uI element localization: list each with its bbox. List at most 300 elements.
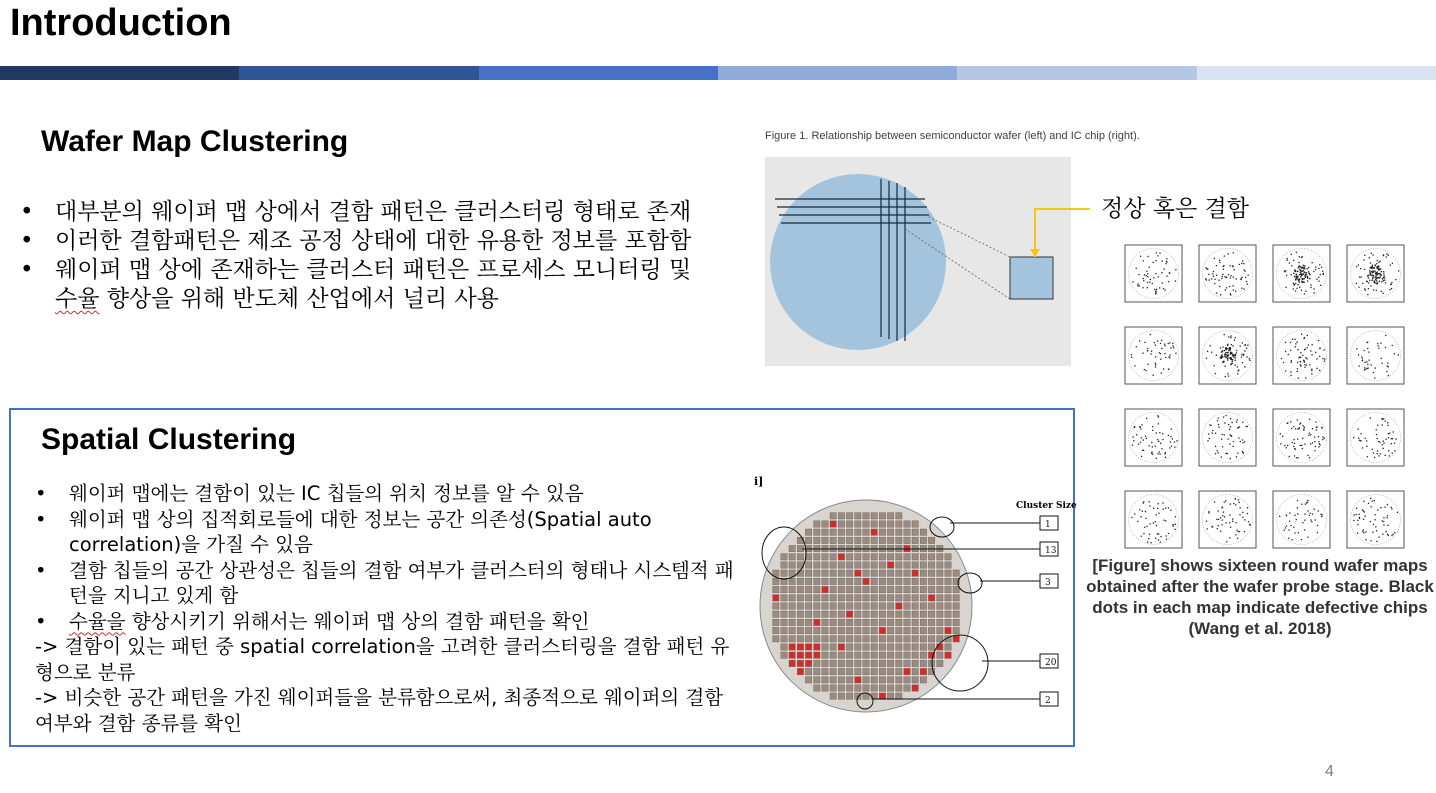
chip [937, 595, 943, 601]
chip [863, 603, 869, 609]
chip [896, 685, 902, 691]
chip [879, 611, 885, 617]
chip [953, 570, 959, 576]
chip [855, 685, 861, 691]
chip [855, 521, 861, 527]
defective-chip [814, 652, 820, 658]
defective-chip [953, 636, 959, 642]
chip [928, 627, 934, 633]
chip [945, 562, 951, 568]
chip [814, 554, 820, 560]
chip [863, 636, 869, 642]
defect-label: 정상 혹은 결함 [1101, 196, 1249, 222]
chip [814, 677, 820, 683]
chip [904, 554, 910, 560]
chip [855, 513, 861, 519]
chip [846, 668, 852, 674]
chip [887, 644, 893, 650]
chip [846, 570, 852, 576]
chip [920, 586, 926, 592]
chip [904, 685, 910, 691]
chip [855, 554, 861, 560]
chip [781, 619, 787, 625]
chip [797, 554, 803, 560]
chip [805, 611, 811, 617]
chip [789, 586, 795, 592]
defective-chip [945, 627, 951, 633]
bar-segment-2 [239, 66, 478, 80]
chip [928, 554, 934, 560]
chip [846, 693, 852, 699]
chip [838, 513, 844, 519]
chip [896, 595, 902, 601]
chip [830, 693, 836, 699]
wafer-map-thumbnail [1347, 409, 1404, 466]
defective-chip [871, 529, 877, 535]
chip [822, 521, 828, 527]
chip [928, 611, 934, 617]
figure1-caption: Figure 1. Relationship between semiconductor wafer (left) and IC chip (right). [765, 130, 1140, 142]
wafer-map-thumbnail [1125, 491, 1182, 548]
chip [789, 545, 795, 551]
chip [805, 636, 811, 642]
chip [781, 562, 787, 568]
wafer-map-thumbnail [1347, 327, 1404, 384]
chip [830, 603, 836, 609]
chip [920, 562, 926, 568]
chip [863, 619, 869, 625]
chip [937, 611, 943, 617]
chip [920, 660, 926, 666]
chip [920, 537, 926, 543]
chip [887, 611, 893, 617]
chip [830, 660, 836, 666]
chip [912, 636, 918, 642]
chip [814, 595, 820, 601]
bar-segment-1 [0, 66, 239, 80]
chip [846, 652, 852, 658]
chip [912, 562, 918, 568]
chip [904, 586, 910, 592]
chip [797, 595, 803, 601]
chip [937, 554, 943, 560]
chip [896, 677, 902, 683]
spatial-bullet: • 웨이퍼 맵 상의 집적회로들에 대한 정보는 공간 의존성(Spatial auto correlation)을 가질 수 있음 [35, 507, 740, 558]
wafer-map-clustering-heading: Wafer Map Clustering [41, 125, 349, 158]
chip [912, 644, 918, 650]
chip [814, 529, 820, 535]
wafer-map-thumbnail [1347, 491, 1404, 548]
chip [879, 685, 885, 691]
wafer-map-thumbnail [1273, 327, 1330, 384]
defective-chip [789, 652, 795, 658]
chip [773, 586, 779, 592]
bullet-item: • 대부분의 웨이퍼 맵 상에서 결함 패턴은 클러스터링 형태로 존재 [20, 198, 760, 227]
chip [912, 668, 918, 674]
chip [822, 595, 828, 601]
chip [879, 562, 885, 568]
defective-chip [822, 586, 828, 592]
chip [953, 627, 959, 633]
chip [863, 529, 869, 535]
spatial-clustering-heading: Spatial Clustering [41, 423, 297, 456]
chip [879, 660, 885, 666]
wafer-map-thumbnail [1199, 327, 1256, 384]
chip [871, 603, 877, 609]
chip [822, 570, 828, 576]
chip [904, 627, 910, 633]
chip [855, 636, 861, 642]
chip [838, 619, 844, 625]
chip [896, 668, 902, 674]
chip [912, 619, 918, 625]
chip [805, 578, 811, 584]
chip [871, 619, 877, 625]
chip [805, 537, 811, 543]
chip [896, 644, 902, 650]
chip [937, 570, 943, 576]
chip [805, 619, 811, 625]
chip [920, 570, 926, 576]
chip [830, 578, 836, 584]
chip [863, 611, 869, 617]
chip [805, 668, 811, 674]
chip [830, 644, 836, 650]
chip [838, 521, 844, 527]
chip [789, 627, 795, 633]
chip [830, 611, 836, 617]
chip [912, 652, 918, 658]
chip [830, 668, 836, 674]
chip [781, 644, 787, 650]
chip [830, 570, 836, 576]
chip [887, 668, 893, 674]
chip [863, 595, 869, 601]
chip [846, 537, 852, 543]
chip [920, 578, 926, 584]
chip [797, 627, 803, 633]
chip [896, 693, 902, 699]
wafer-map-thumbnail [1347, 245, 1404, 302]
chip [855, 627, 861, 633]
wafer-map-thumbnail [1125, 327, 1182, 384]
defective-chip [814, 644, 820, 650]
chip [822, 554, 828, 560]
chip [879, 595, 885, 601]
chip [945, 578, 951, 584]
chip [830, 595, 836, 601]
chip [879, 636, 885, 642]
chip [814, 668, 820, 674]
defective-chip [789, 644, 795, 650]
chip [805, 677, 811, 683]
chip [822, 677, 828, 683]
chip [863, 562, 869, 568]
chip [863, 513, 869, 519]
chip [945, 619, 951, 625]
chip [838, 578, 844, 584]
defective-chip [879, 627, 885, 633]
chip [814, 578, 820, 584]
chip [830, 529, 836, 535]
chip [887, 677, 893, 683]
defective-chip [797, 644, 803, 650]
bar-segment-6 [1197, 66, 1436, 80]
chip [887, 578, 893, 584]
chip [904, 660, 910, 666]
chip [846, 521, 852, 527]
chip [945, 603, 951, 609]
chip [945, 586, 951, 592]
bullet-text: 웨이퍼 맵 상에 존재하는 클러스터 패턴은 프로세스 모니터링 및 [55, 257, 692, 283]
chip [920, 652, 926, 658]
chip [781, 595, 787, 601]
spellcheck-word: 수율 [55, 286, 100, 312]
chip [871, 521, 877, 527]
chip [928, 570, 934, 576]
chip [822, 644, 828, 650]
chip [830, 537, 836, 543]
chip [855, 586, 861, 592]
chip [814, 603, 820, 609]
defective-chip [797, 652, 803, 658]
chip [896, 562, 902, 568]
chip [896, 513, 902, 519]
chip [781, 554, 787, 560]
chip [887, 603, 893, 609]
spatial-text-block [35, 481, 740, 736]
chip [896, 554, 902, 560]
chip [830, 677, 836, 683]
chip [781, 636, 787, 642]
chip [805, 562, 811, 568]
chip [920, 627, 926, 633]
chip [781, 627, 787, 633]
chip [838, 562, 844, 568]
chip [863, 627, 869, 633]
wafer-map-thumbnail [1199, 491, 1256, 548]
chip [887, 595, 893, 601]
chip [920, 611, 926, 617]
chip [781, 652, 787, 658]
figure2-corner-label: i] [754, 475, 764, 488]
cluster-size-label: 2 [1045, 696, 1051, 706]
chip [822, 578, 828, 584]
chip [773, 578, 779, 584]
chip [887, 652, 893, 658]
chip [855, 611, 861, 617]
chip [822, 562, 828, 568]
chip [863, 570, 869, 576]
chip [953, 595, 959, 601]
chip [846, 660, 852, 666]
chip [838, 677, 844, 683]
chip [838, 627, 844, 633]
chip [830, 562, 836, 568]
wafer-map-thumbnail [1125, 409, 1182, 466]
spellcheck-word: 수율을 [69, 609, 126, 633]
page-number: 4 [1325, 763, 1334, 780]
chip [805, 529, 811, 535]
chip [814, 562, 820, 568]
chip [912, 603, 918, 609]
chip [830, 554, 836, 560]
chip [879, 644, 885, 650]
cluster-size-legend-title: Cluster Size [1016, 501, 1077, 511]
chip [863, 677, 869, 683]
chip [846, 619, 852, 625]
chip [904, 578, 910, 584]
defective-chip [805, 644, 811, 650]
chip [904, 595, 910, 601]
chip [928, 586, 934, 592]
cluster-size-label: 20 [1045, 658, 1057, 668]
chip [863, 668, 869, 674]
chip [879, 513, 885, 519]
chip [912, 529, 918, 535]
spatial-bullet: • 결함 칩들의 공간 상관성은 칩들의 결함 여부가 클러스터의 형태나 시스템적 패턴을 지니고 있게 함 [35, 558, 740, 609]
chip [838, 652, 844, 658]
chip [830, 513, 836, 519]
chip [773, 627, 779, 633]
chip [789, 578, 795, 584]
chip [887, 554, 893, 560]
chip [904, 644, 910, 650]
bullet-text: 향상을 위해 반도체 산업에서 널리 사용 [99, 286, 499, 312]
chip [953, 603, 959, 609]
chip [805, 627, 811, 633]
chip [773, 611, 779, 617]
header-color-bar [0, 66, 1436, 80]
chip [887, 529, 893, 535]
defective-chip [928, 595, 934, 601]
cluster-size-label: 3 [1045, 578, 1051, 588]
bar-segment-4 [718, 66, 957, 80]
chip [797, 611, 803, 617]
bullet-item: • 이러한 결함패턴은 제조 공정 상태에 대한 유용한 정보를 포함함 [20, 227, 760, 256]
chip [855, 660, 861, 666]
spatial-bullet [35, 609, 740, 635]
chip [863, 685, 869, 691]
chip [871, 660, 877, 666]
chip [896, 611, 902, 617]
chip [871, 652, 877, 658]
defective-chip [797, 668, 803, 674]
defective-chip [805, 660, 811, 666]
chip [855, 562, 861, 568]
chip [887, 521, 893, 527]
chip [871, 677, 877, 683]
wafer-map-thumbnail [1273, 409, 1330, 466]
chip [814, 685, 820, 691]
chip [920, 529, 926, 535]
chip [871, 562, 877, 568]
chip [887, 537, 893, 543]
wafer-bullet-list [20, 198, 760, 314]
chip [830, 685, 836, 691]
chip [912, 677, 918, 683]
chip [871, 685, 877, 691]
chip [904, 603, 910, 609]
defective-chip [912, 570, 918, 576]
defective-chip [814, 619, 820, 625]
chip [912, 554, 918, 560]
chip [920, 595, 926, 601]
chip [928, 603, 934, 609]
chip [879, 677, 885, 683]
chip [855, 578, 861, 584]
chip [846, 578, 852, 584]
chip [896, 627, 902, 633]
defective-chip [896, 603, 902, 609]
chip [838, 685, 844, 691]
chip [863, 521, 869, 527]
chip [887, 685, 893, 691]
chip [912, 660, 918, 666]
chip [871, 554, 877, 560]
defective-chip [887, 562, 893, 568]
chip [928, 644, 934, 650]
chip [937, 603, 943, 609]
chip [912, 627, 918, 633]
chip [945, 554, 951, 560]
chip [896, 529, 902, 535]
chip [830, 636, 836, 642]
chip [896, 537, 902, 543]
chip [863, 644, 869, 650]
chip [887, 513, 893, 519]
chip [789, 562, 795, 568]
chip [904, 537, 910, 543]
chip [838, 611, 844, 617]
cluster-size-label: 13 [1045, 546, 1057, 556]
chip [871, 578, 877, 584]
chip [937, 619, 943, 625]
chip [789, 595, 795, 601]
chip [863, 537, 869, 543]
chip [814, 611, 820, 617]
chip [937, 578, 943, 584]
chip [937, 586, 943, 592]
chip [879, 603, 885, 609]
chip [822, 668, 828, 674]
defective-chip [945, 652, 951, 658]
spatial-arrow-line: -> 비슷한 공간 패턴을 가진 웨이퍼들을 분류함으로써, 최종적으로 웨이퍼의 결함 여부와 결함 종류를 확인 [35, 686, 724, 735]
chip [805, 603, 811, 609]
chip [846, 603, 852, 609]
spatial-arrow-line: -> 결함이 있는 패턴 중 spatial correlation을 고려한 클러스터링을 결함 패턴 유형으로 분류 [35, 635, 730, 684]
chip [879, 537, 885, 543]
defective-chip [904, 668, 910, 674]
chip [797, 586, 803, 592]
chip [896, 586, 902, 592]
chip [945, 644, 951, 650]
chip [887, 570, 893, 576]
chip [953, 619, 959, 625]
chip [822, 529, 828, 535]
defective-chip [920, 668, 926, 674]
defective-chip [855, 570, 861, 576]
chip [838, 660, 844, 666]
chip [846, 595, 852, 601]
bullet-item [20, 256, 760, 314]
chip [920, 636, 926, 642]
wafer-map-thumbnail [1273, 491, 1330, 548]
wafer-map-thumbnail [1273, 245, 1330, 302]
chip [871, 611, 877, 617]
chip [912, 611, 918, 617]
chip [855, 668, 861, 674]
